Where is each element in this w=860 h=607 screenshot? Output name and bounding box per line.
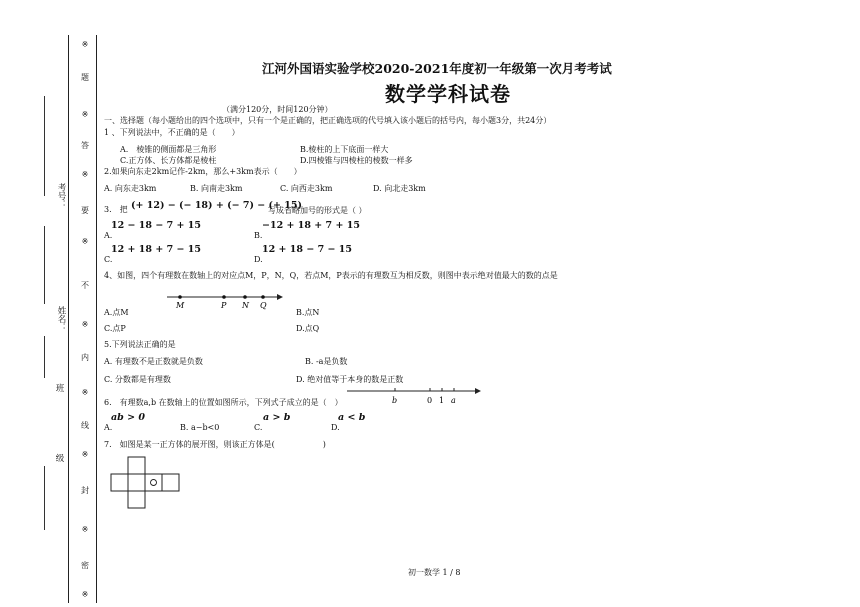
q3-option-a-label: A.: [104, 231, 113, 240]
score-time-note: （满分120分，时间120分钟）: [222, 105, 333, 114]
binding-mark-10: ※: [81, 388, 89, 397]
axis-label-b: b: [392, 396, 398, 405]
binding-mark-9: 内: [81, 353, 89, 362]
q6-option-a-label: A.: [104, 423, 113, 432]
q4-option-b: B.点N: [296, 308, 320, 317]
q3-stem-tail: 写成省略加号的形式是（ ）: [268, 206, 367, 215]
q4-option-a: A.点M: [104, 308, 129, 317]
axis-label-0: 0: [427, 396, 433, 405]
q2-stem: 2.如果向东走2km记作-2km，那么+3km表示（ ）: [104, 167, 302, 176]
label-m: M: [176, 301, 185, 310]
q1-option-a: A. 棱锥的侧面都是三角形: [120, 145, 217, 154]
page-footer: 初一数学 1 / 8: [408, 568, 461, 577]
q3-expression: (+ 12) − (− 18) + (− 7) − (+ 15): [131, 200, 303, 211]
binding-mark-13: 封: [81, 486, 89, 495]
q6-option-a-expr: ab > 0: [111, 412, 145, 423]
q2-option-b: B. 向南走3km: [190, 184, 243, 193]
class-line: [44, 336, 45, 378]
binding-mark-8: ※: [81, 320, 89, 329]
q1-option-b: B.棱柱的上下底面一样大: [300, 145, 389, 154]
binding-mark-6: ※: [81, 237, 89, 246]
binding-mark-3: 答: [81, 141, 89, 150]
point-n: [243, 295, 247, 299]
q2-option-c: C. 向西走3km: [280, 184, 333, 193]
binding-mark-1: 题: [81, 73, 89, 82]
q5-option-d: D. 绝对值等于本身的数是正数: [296, 375, 404, 384]
q5-option-b: B. -a是负数: [305, 357, 348, 366]
q1-option-c: C.正方体、长方体都是棱柱: [120, 156, 217, 165]
binding-mark-0: ※: [81, 40, 89, 49]
q3-option-b-expr: −12 + 18 + 7 + 15: [262, 220, 360, 231]
q4-option-d: D.点Q: [296, 324, 320, 333]
school-exam-title: 江河外国语实验学校2020-2021年度初一年级第一次月考考试: [262, 61, 612, 76]
q1-option-d: D.四棱锥与四棱柱的棱数一样多: [300, 156, 413, 165]
q5-stem: 5.下列说法正确的是: [104, 340, 176, 349]
name-line: [44, 226, 45, 304]
point-p: [222, 295, 226, 299]
grade-label: 级: [55, 454, 65, 464]
q1-stem: 1 、下列说法中，不正确的是（ ）: [104, 128, 240, 137]
page-title: 数学学科试卷: [385, 82, 511, 106]
q2-option-d: D. 向北走3km: [373, 184, 426, 193]
exam-number-label: 考号：: [56, 183, 66, 209]
class-label: 班: [55, 384, 65, 394]
q3-option-a-expr: 12 − 18 − 7 + 15: [111, 220, 201, 231]
circle-icon: [151, 480, 157, 486]
point-q: [261, 295, 265, 299]
exam-number-line: [44, 96, 45, 196]
binding-mark-15: 密: [81, 561, 89, 570]
binding-mark-2: ※: [81, 110, 89, 119]
q6-option-b: B. a−b<0: [180, 423, 220, 432]
binding-mark-11: 线: [81, 421, 89, 430]
q4-number-line: [165, 290, 285, 310]
label-p: P: [221, 301, 227, 310]
q3-option-d-label: D.: [254, 255, 263, 264]
binding-mark-16: ※: [81, 590, 89, 599]
binding-mark-12: ※: [81, 450, 89, 459]
binding-line-left: [68, 35, 69, 603]
q5-option-c: C. 分数都是有理数: [104, 375, 171, 384]
q3-option-d-expr: 12 + 18 − 7 − 15: [262, 244, 352, 255]
section-instructions: 一、选择题（每小题给出的四个选项中，只有一个是正确的，把正确选项的代号填入该小题后的括号内，每小题3分，共24分）: [104, 116, 552, 125]
binding-line-right: [96, 35, 97, 603]
name-label: 姓名：: [56, 306, 66, 332]
grade-line: [44, 466, 45, 530]
q4-option-c: C.点P: [104, 324, 126, 333]
label-q: Q: [260, 301, 267, 310]
binding-mark-7: 不: [81, 281, 89, 290]
label-n: N: [242, 301, 249, 310]
q2-option-a: A. 向东走3km: [104, 184, 157, 193]
q3-option-c-expr: 12 + 18 + 7 − 15: [111, 244, 201, 255]
q6-number-line: [345, 383, 485, 407]
q3-option-c-label: C.: [104, 255, 113, 264]
binding-mark-4: ※: [81, 170, 89, 179]
axis-label-1: 1: [439, 396, 445, 405]
q4-stem: 4、如图，四个有理数在数轴上的对应点M，P，N，Q，若点M，P表示的有理数互为相反数，则图中表示绝对值最大的数的点是: [104, 271, 558, 280]
q6-option-c-label: C.: [254, 423, 263, 432]
axis-label-a: a: [451, 396, 456, 405]
cube-net-figure: [108, 455, 188, 515]
q3-option-b-label: B.: [254, 231, 263, 240]
q6-option-d-label: D.: [331, 423, 340, 432]
q6-option-d-expr: a < b: [338, 412, 366, 423]
binding-mark-14: ※: [81, 525, 89, 534]
binding-mark-5: 要: [81, 206, 89, 215]
q5-option-a: A. 有理数不是正数就是负数: [104, 357, 203, 366]
q6-option-c-expr: a > b: [263, 412, 291, 423]
q6-stem: 6. 有理数a,b 在数轴上的位置如图所示，下列式子成立的是（ ）: [104, 398, 343, 407]
q3-number: 3. 把: [104, 205, 128, 214]
q7-stem: 7. 如图是某一正方体的展开图，则该正方体是( ): [104, 440, 326, 449]
point-m: [178, 295, 182, 299]
